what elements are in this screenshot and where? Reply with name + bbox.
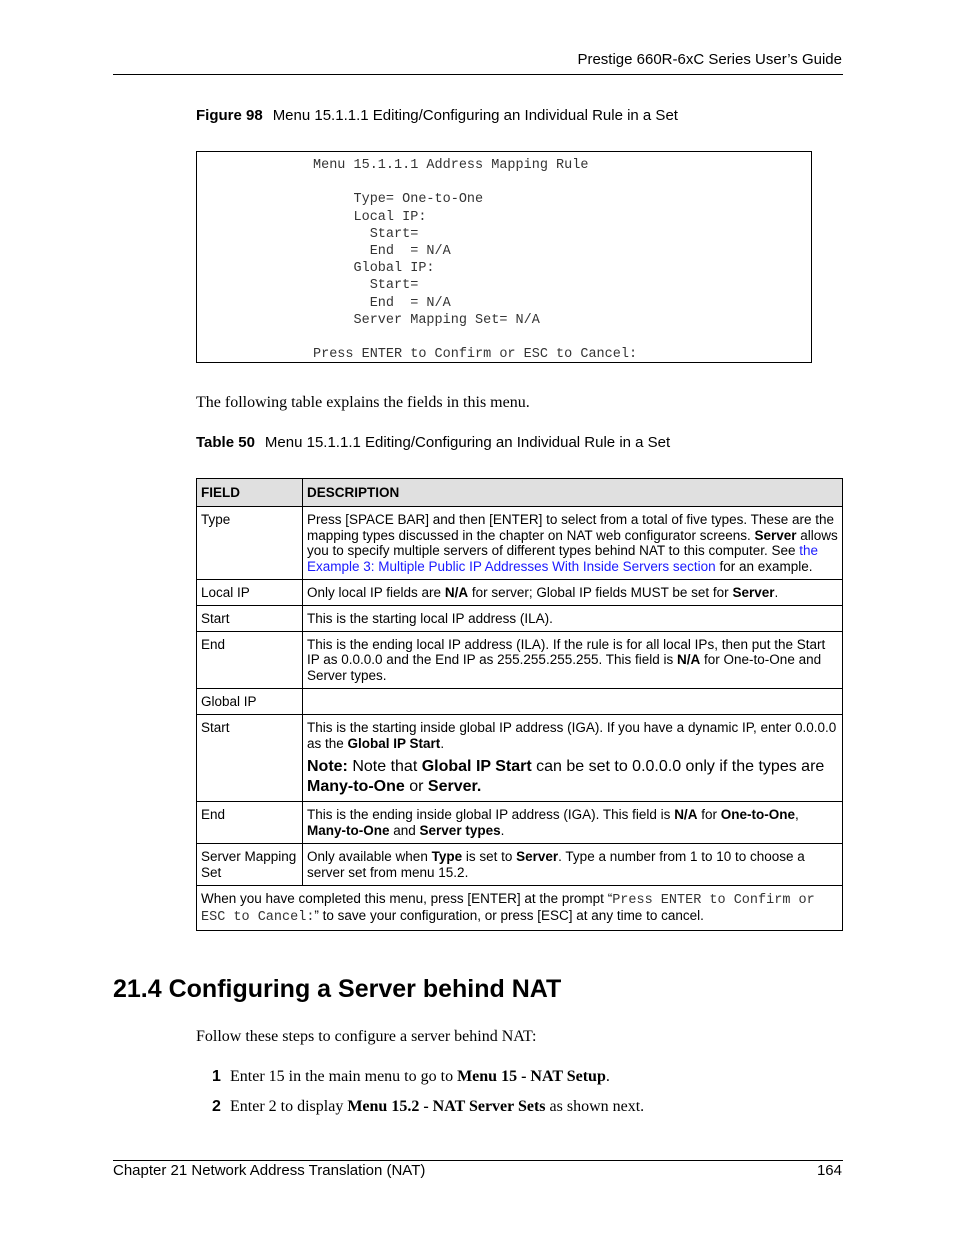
table-row (197, 631, 843, 688)
table-header-row (197, 479, 843, 507)
footer-rule (113, 1160, 843, 1161)
field-name: Start (197, 605, 303, 631)
field-description: This is the ending inside global IP address (IGA). This field is N/A for One-to-One, Many-to-One and Server types. (303, 802, 843, 844)
field-name: Global IP (197, 688, 303, 714)
table-row (197, 688, 843, 714)
table-row (197, 714, 843, 802)
table-caption (196, 434, 670, 451)
header-rule (113, 74, 843, 75)
figure-caption-text: Menu 15.1.1.1 Editing/Configuring an Individual Rule in a Set (272, 107, 678, 124)
table-row (197, 843, 843, 885)
table-footer-row (197, 885, 843, 931)
field-name: End (197, 802, 303, 844)
field-description: Only available when Type is set to Server. Type a number from 1 to 10 to choose a server set from menu 15.2. (303, 843, 843, 885)
step-number: 1 (212, 1068, 221, 1085)
section-heading: 21.4 Configuring a Server behind NAT (113, 975, 562, 1003)
field-description: This is the starting inside global IP address (IGA). If you have a dynamic IP, enter 0.0.0.0 as the Global IP Start. Note: Note that Global IP Start can be set to 0.0.0.0 only if the types are Many-to-One or Server. (303, 714, 843, 802)
field-description: Only local IP fields are N/A for server; Global IP fields MUST be set for Server. (303, 579, 843, 605)
step-number: 2 (212, 1098, 221, 1115)
table-caption-text: Menu 15.1.1.1 Editing/Configuring an Individual Rule in a Set (264, 434, 671, 451)
figure-label: Figure 98 (196, 107, 263, 124)
table-row (197, 802, 843, 844)
field-name: Server Mapping Set (197, 843, 303, 885)
field-name: Local IP (197, 579, 303, 605)
footer-chapter: Chapter 21 Network Address Translation (NAT) (113, 1162, 426, 1179)
figure-caption (196, 107, 678, 124)
column-header-field: FIELD (197, 479, 303, 507)
field-name: Start (197, 714, 303, 802)
guide-title: Prestige 660R-6xC Series User’s Guide (577, 51, 842, 68)
menu-screen-box (196, 151, 812, 363)
table-row (197, 579, 843, 605)
fields-table (196, 478, 843, 931)
table-footer-note: When you have completed this menu, press [ENTER] at the prompt “Press ENTER to Confirm or ESC to Cancel:” to save your configuration, or press [ESC] at any time to cancel. (197, 885, 843, 931)
table-row (197, 506, 843, 579)
field-name: Type (197, 506, 303, 579)
steps-intro: Follow these steps to configure a server behind NAT: (196, 1028, 537, 1045)
column-header-description: DESCRIPTION (303, 479, 843, 507)
table-label: Table 50 (196, 434, 255, 451)
example-link[interactable]: the Example 3: Multiple Public IP Addresses With Inside Servers section (307, 543, 819, 575)
intro-paragraph: The following table explains the fields in this menu. (196, 394, 530, 411)
menu-screen-text: Menu 15.1.1.1 Address Mapping Rule Type= One-to-One Local IP: Start= End = N/A Global IP: Start= End = N/A Server Mapping Set= N/A Press ENTER to Confirm or ESC to Cancel: (313, 158, 638, 363)
field-description (303, 688, 843, 714)
field-name: End (197, 631, 303, 688)
step-item: 2 Enter 2 to display Menu 15.2 - NAT Server Sets as shown next. (212, 1098, 645, 1115)
page-number: 164 (816, 1162, 842, 1179)
field-description: This is the starting local IP address (ILA). (303, 605, 843, 631)
field-description: Press [SPACE BAR] and then [ENTER] to select from a total of five types. These are the mapping types discussed in the chapter on NAT web configurator screens. Server allows you to specify multiple servers of different types behind NAT to this computer. See the Example 3: Multiple Public IP Addresses With Inside Servers section for an example. (303, 506, 843, 579)
note-block: Note: Note that Global IP Start can be set to 0.0.0.0 only if the types are Many-to-One or Server. (307, 758, 825, 796)
field-description: This is the ending local IP address (ILA). If the rule is for all local IPs, then put the Start IP as 0.0.0.0 and the End IP as 255.255.255.255. This field is N/A for One-to-One and Server types. (303, 631, 843, 688)
step-item: 1 Enter 15 in the main menu to go to Menu 15 - NAT Setup. (212, 1068, 610, 1085)
table-row (197, 605, 843, 631)
